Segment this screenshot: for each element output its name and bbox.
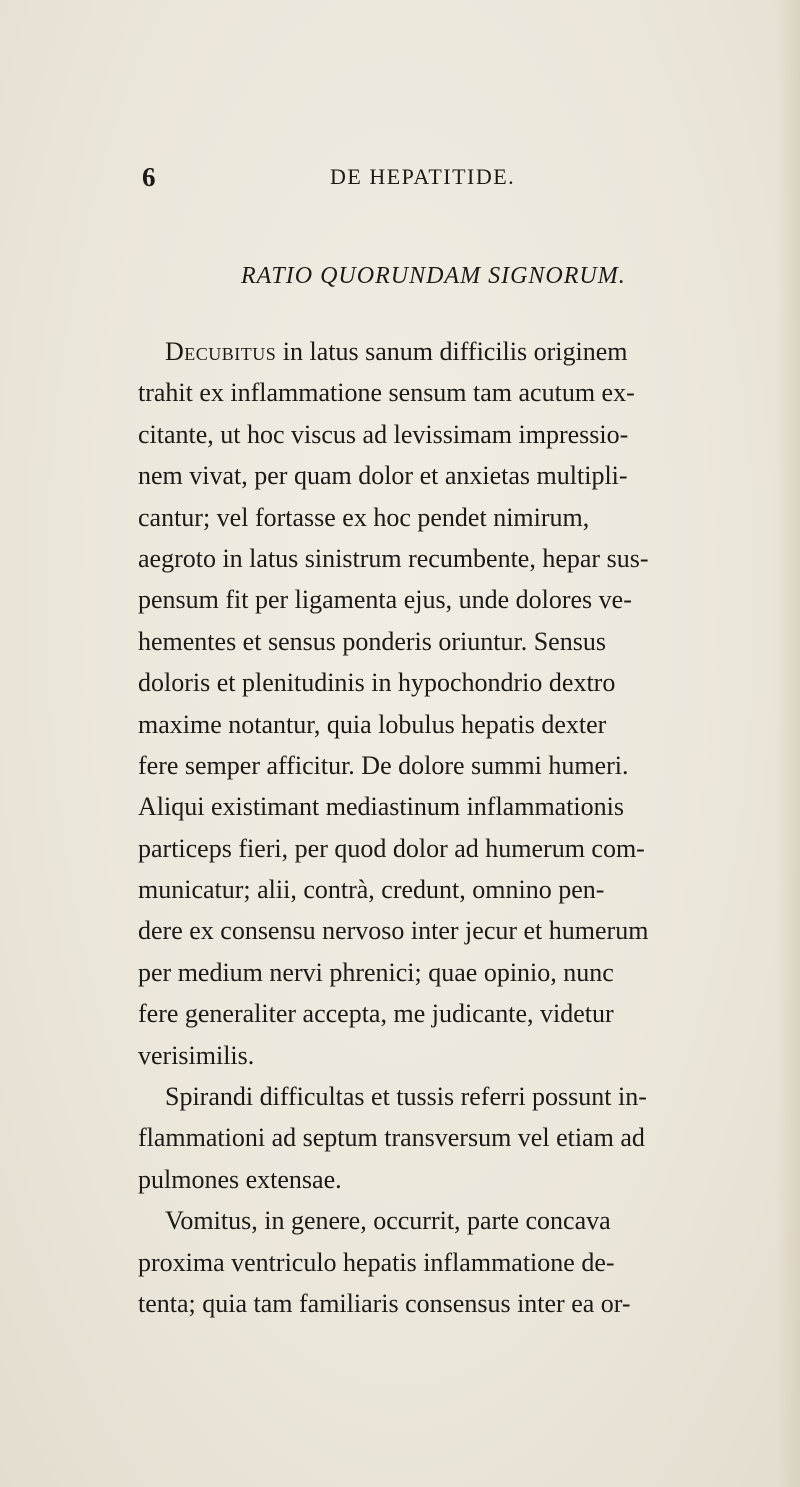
text-line: hementes et sensus ponderis oriuntur. Sensus bbox=[138, 626, 606, 656]
text-line: fere generaliter accepta, me judicante, videtur bbox=[138, 999, 614, 1029]
running-title: DE HEPATITIDE. bbox=[330, 164, 516, 189]
text-line: municatur; alii, contrà, credunt, omnino pen- bbox=[138, 875, 605, 905]
text-line: verisimilis. bbox=[138, 1040, 255, 1070]
text-line: Spirandi difficultas et tussis referri possunt in- bbox=[165, 1082, 647, 1112]
text-line: cantur; vel fortasse ex hoc pendet nimirum, bbox=[138, 502, 590, 532]
text-line: nem vivat, per quam dolor et anxietas multipli- bbox=[138, 461, 628, 491]
text-line: tenta; quia tam familiaris consensus inter ea or- bbox=[138, 1288, 631, 1318]
first-line-rest: in latus sanum difficilis originem bbox=[276, 337, 628, 366]
running-head bbox=[0, 162, 800, 192]
text-line: aegroto in latus sinistrum recumbente, hepar sus- bbox=[138, 543, 649, 573]
page-number: 6 bbox=[142, 162, 156, 192]
text-line-1 bbox=[138, 331, 783, 372]
text-line: pensum fit per ligamenta ejus, unde dolores ve- bbox=[138, 585, 632, 615]
text-line: Vomitus, in genere, occurrit, parte concava bbox=[165, 1206, 611, 1236]
text-line: citante, ut hoc viscus ad levissimam impressio- bbox=[138, 419, 629, 449]
text-line: flammationi ad septum transversum vel etiam ad bbox=[138, 1123, 645, 1153]
text-line: doloris et plenitudinis in hypochondrio dextro bbox=[138, 668, 616, 698]
text-line: maxime notantur, quia lobulus hepatis dexter bbox=[138, 709, 607, 739]
section-heading: RATIO QUORUNDAM SIGNORUM. bbox=[241, 263, 626, 289]
text-line: trahit ex inflammatione sensum tam acutum ex- bbox=[138, 378, 635, 408]
text-line: fere semper afficitur. De dolore summi humeri. bbox=[138, 750, 629, 780]
text-line: proxima ventriculo hepatis inflammatione de- bbox=[138, 1247, 615, 1277]
text-line: dere ex consensu nervoso inter jecur et humerum bbox=[138, 916, 649, 946]
text-line: particeps fieri, per quod dolor ad humerum com- bbox=[138, 833, 645, 863]
text-line: pulmones extensae. bbox=[138, 1164, 342, 1194]
body-text bbox=[138, 331, 783, 1324]
text-line: Aliqui existimant mediastinum inflammationis bbox=[138, 792, 625, 822]
text-line: per medium nervi phrenici; quae opinio, nunc bbox=[138, 957, 614, 987]
lead-word: Decubitus bbox=[165, 337, 277, 366]
